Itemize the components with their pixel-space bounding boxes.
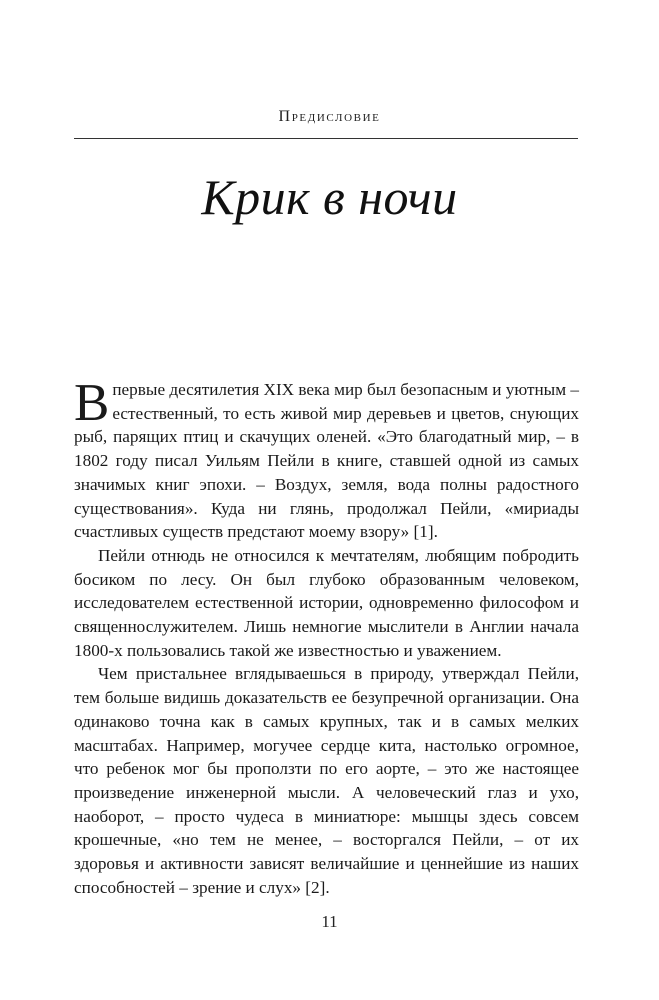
body-text <box>74 374 579 899</box>
page-number: 11 <box>321 912 338 931</box>
chapter-title: Крик в ночи <box>201 169 458 225</box>
paragraph-3: Чем пристальнее вглядываешься в природу, утверждал Пейли, тем больше видишь доказательств ее безупречной организации. Она одинаково точна как в самых крупных, так и в самых мелких масштабах. Например, могучее сердце кита, настолько огромное, что ребенок мог бы проползти по его аорте, – это же настоящее произведение инженерной мысли. А человеческий глаз и ухо, наоборот, – просто чудеса в миниатюре: мышцы здесь совсем крошечные, «но тем не менее, – восторгался Пейли, – от их здоровья и активности зависят величайшие и ценнейшие из наших способностей – зрение и слух» [2]. <box>74 664 579 897</box>
header-rule <box>74 138 578 139</box>
running-head: Предисловие <box>278 108 381 125</box>
paragraph-1: Впервые десятилетия XIX века мир был безопасным и уютным – естественный, то есть живой мир деревьев и цветов, снующих рыб, парящих птиц и скачущих оленей. «Это благодатный мир, – в 1802 году писал Уильям Пейли в книге, ставшей одной из самых значимых книг эпохи. – Воздух, земля, вода полны радостного существования». Куда ни глянь, продолжал Пейли, «мириады счастливых существ предстают моему взору» [1]. <box>74 374 579 542</box>
paragraph-2: Пейли отнюдь не относился к мечтателям, любящим побродить босиком по лесу. Он был глубоко образованным человеком, исследователем естественной истории, одновременно философом и священнослужителем. Лишь немногие мыслители в Англии начала 1800-х пользовались такой же известностью и уважением. <box>74 545 579 660</box>
